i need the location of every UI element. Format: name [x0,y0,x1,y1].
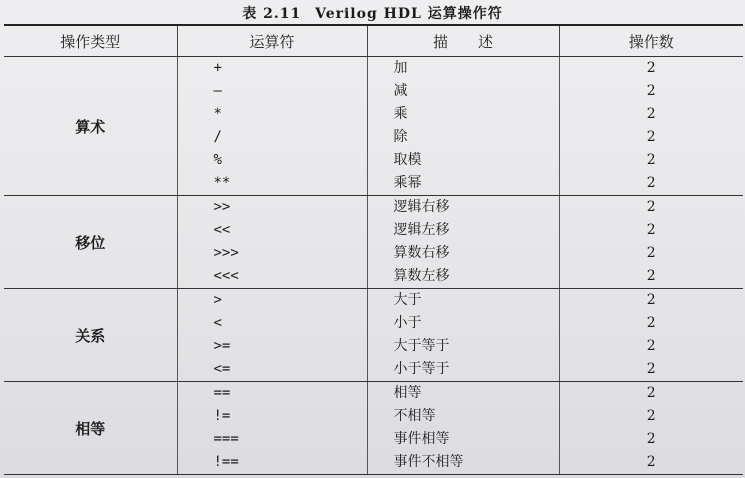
table-title: Verilog HDL 运算操作符 [315,6,503,22]
operator-table [4,24,743,475]
operator: ** [213,175,231,191]
operand-count: 2 [646,361,656,377]
operand-count: 2 [646,152,656,168]
operator: << [213,222,231,238]
description: 事件不相等 [393,454,464,470]
operand-count: 2 [646,175,656,191]
operand-count-cell [559,382,743,475]
header-row [4,25,743,57]
operand-count: 2 [646,106,656,122]
operand-count-cell [559,196,743,289]
operand-count: 2 [646,315,656,331]
operator: <<< [213,268,239,284]
operand-count-cell [559,289,743,382]
operator: + [213,60,222,76]
operator-cell [177,196,367,289]
operator: != [213,408,231,424]
group-row [4,57,743,196]
description: 小于 [393,315,422,331]
operand-count: 2 [646,385,656,401]
operator: < [213,315,222,331]
header-description: 描 述 [367,25,559,57]
operand-count: 2 [646,129,656,145]
operand-count: 2 [646,431,656,447]
operator: == [213,385,231,401]
category-label: 移位 [75,233,106,252]
category-cell [4,289,177,382]
operator: — [213,83,222,99]
operator: > [213,292,222,308]
operator: / [213,129,222,145]
description: 除 [393,129,408,145]
operator: >>> [213,245,239,261]
description: 不相等 [393,408,436,424]
description: 乘幂 [393,175,422,191]
operator: <= [213,361,231,377]
operator: !== [213,454,239,470]
header-operator: 运算符 [177,25,367,57]
description: 大于 [393,292,422,308]
description: 逻辑右移 [393,199,450,215]
operand-count-cell [559,57,743,196]
description-cell [367,57,559,196]
header-operation-type: 操作类型 [4,25,177,57]
operand-count: 2 [646,454,656,470]
group-row [4,289,743,382]
operator-cell [177,289,367,382]
category-label: 相等 [75,419,106,438]
description-cell [367,289,559,382]
operand-count: 2 [646,408,656,424]
operator: >> [213,199,231,215]
operator-cell [177,382,367,475]
group-row [4,382,743,475]
operator: % [213,152,222,168]
operator: === [213,431,239,447]
description: 算数左移 [393,268,450,284]
category-label: 关系 [75,326,106,345]
operator-cell [177,57,367,196]
description: 逻辑左移 [393,222,450,238]
description: 小于等于 [393,361,450,377]
operand-count: 2 [646,292,656,308]
operand-count: 2 [646,338,656,354]
description: 加 [393,60,408,76]
category-cell [4,196,177,289]
category-label: 算术 [75,117,106,136]
description-cell [367,382,559,475]
description: 大于等于 [393,338,450,354]
operand-count: 2 [646,199,656,215]
description: 减 [393,83,408,99]
table-number: 表 2.11 [242,6,302,22]
header-operand-count: 操作数 [559,25,743,57]
category-cell [4,57,177,196]
description: 取模 [393,152,422,168]
description: 算数右移 [393,245,450,261]
description: 事件相等 [393,431,450,447]
operator: * [213,106,222,122]
table-caption [0,3,745,23]
description: 乘 [393,106,408,122]
operand-count: 2 [646,83,656,99]
operand-count: 2 [646,222,656,238]
operand-count: 2 [646,60,656,76]
category-cell [4,382,177,475]
operand-count: 2 [646,268,656,284]
operand-count: 2 [646,245,656,261]
group-row [4,196,743,289]
description-cell [367,196,559,289]
operator: >= [213,338,231,354]
description: 相等 [393,385,422,401]
